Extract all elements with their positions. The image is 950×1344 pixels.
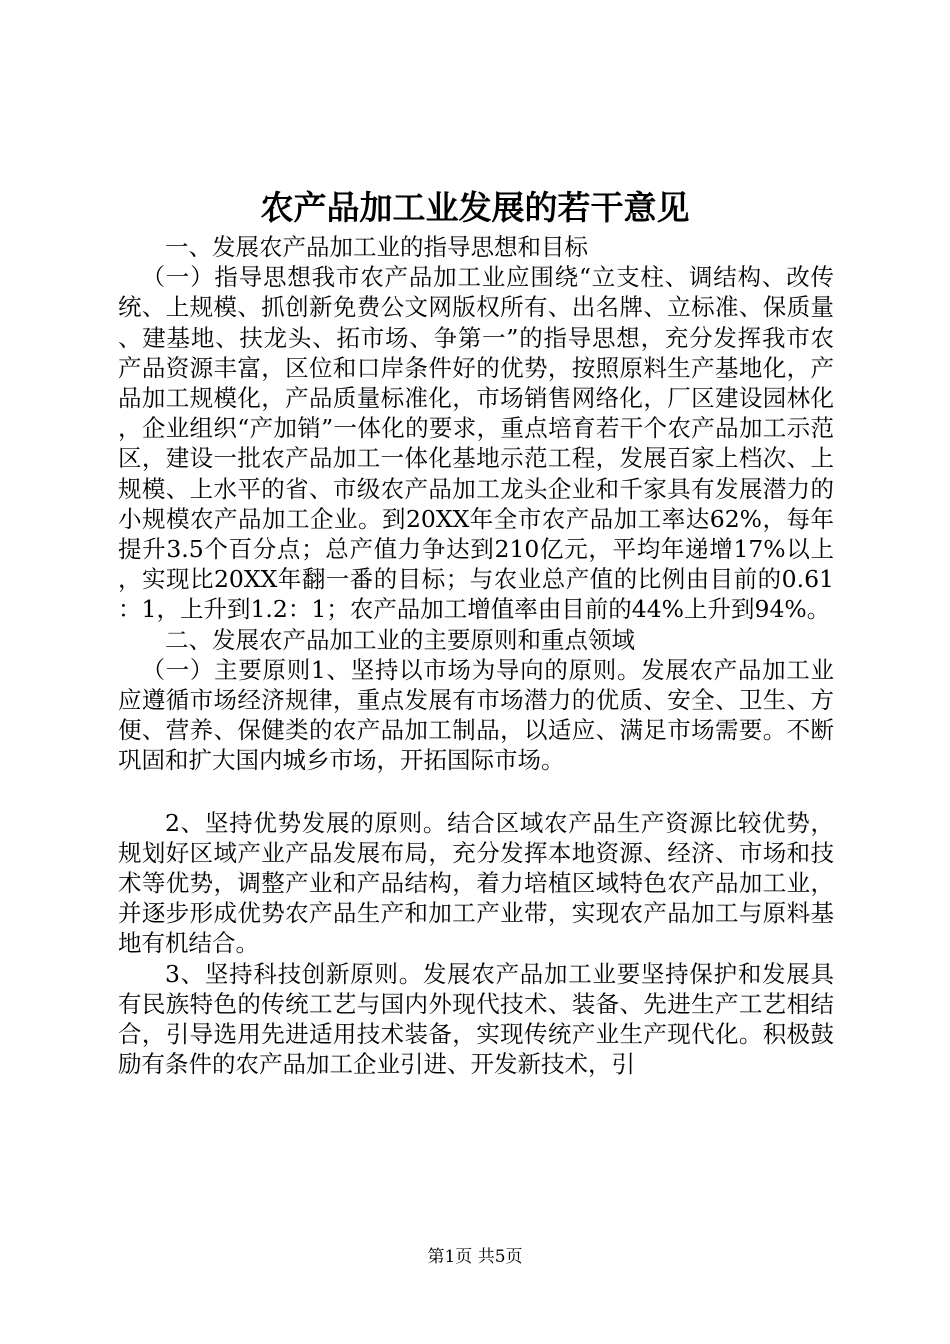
page-title: 农产品加工业发展的若干意见 [260,188,690,227]
document-body [118,232,834,1079]
paragraph-main-principles: （一）主要原则1、坚持以市场为导向的原则。发展农产品加工业应遵循市场经济规律，重点发展有市场潜力的优质、安全、卫生、方便、营养、保健类的农产品加工制品，以适应、满足市场需要。不断巩固和扩大国内城乡市场，开拓国际市场。 [118,655,834,775]
section-heading-2: 二、发展农产品加工业的主要原则和重点领域 [165,625,635,654]
paragraph-innovation-principle: 3、坚持科技创新原则。发展农产品加工业要坚持保护和发展具有民族特色的传统工艺与国内外现代技术、装备、先进生产工艺相结合，引导选用先进适用技术装备，实现传统产业生产现代化。积极鼓励有条件的农产品加工企业引进、开发新技术，引 [118,959,834,1079]
paragraph-guiding-ideology: （一）指导思想我市农产品加工业应围绕“立支柱、调结构、改传统、上规模、抓创新免费公文网版权所有、出名牌、立标准、保质量、建基地、扶龙头、拓市场、争第一”的指导思想，充分发挥我市农产品资源丰富，区位和口岸条件好的优势，按照原料生产基地化，产品加工规模化，产品质量标准化，市场销售网络化，厂区建设园林化，企业组织“产加销”一体化的要求，重点培育若干个农产品加工示范区，建设一批农产品加工一体化基地示范工程，发展百家上档次、上规模、上水平的省、市级农产品加工龙头企业和千家具有发展潜力的小规模农产品加工企业。到20XX年全市农产品加工率达62%，每年提升3.5个百分点；总产值力争达到210亿元，平均年递增17%以上，实现比20XX年翻一番的目标；与农业总产值的比例由目前的0.61：1，上升到1.2：1；农产品加工增值率由目前的44%上升到94%。 [118,263,834,624]
paragraph-advantage-principle: 2、坚持优势发展的原则。结合区域农产品生产资源比较优势，规划好区域产业产品发展布局，充分发挥本地资源、经济、市场和技术等优势，调整产业和产品结构，着力培植区域特色农产品加工业，并逐步形成优势农产品生产和加工产业带，实现农产品加工与原料基地有机结合。 [118,808,834,958]
section-heading-1: 一、发展农产品加工业的指导思想和目标 [165,233,588,261]
page-footer: 第1页 共5页 [427,1247,523,1267]
paragraph-spacer [118,776,834,808]
